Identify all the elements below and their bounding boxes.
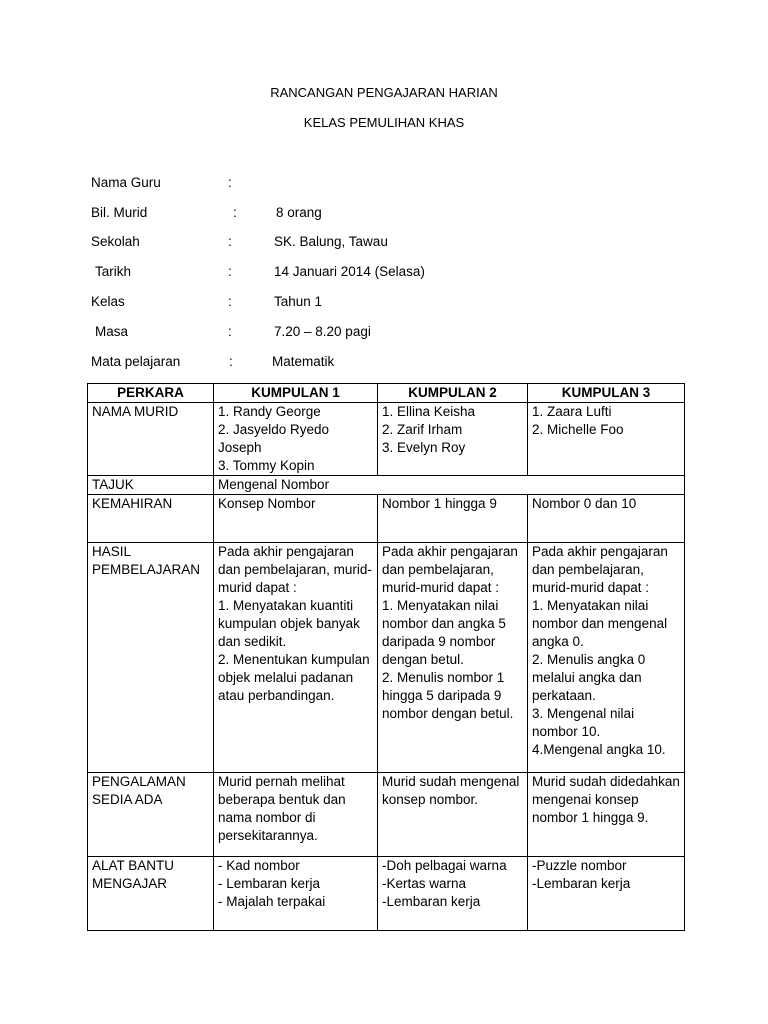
cell-tajuk-value: Mengenal Nombor xyxy=(214,476,685,495)
info-value: 14 Januari 2014 (Selasa) xyxy=(274,264,425,279)
table-row-pengalaman-sedia-ada xyxy=(88,773,685,857)
table-row-tajuk xyxy=(88,476,685,495)
header-kumpulan-2: KUMPULAN 2 xyxy=(378,384,528,403)
info-value: SK. Balung, Tawau xyxy=(274,234,388,249)
row-label: HASIL PEMBELAJARAN xyxy=(88,543,214,773)
lesson-plan-table xyxy=(87,383,685,931)
info-value: 8 orang xyxy=(276,205,322,220)
info-separator: : xyxy=(229,354,233,369)
info-separator: : xyxy=(228,294,232,309)
info-label: Nama Guru xyxy=(91,175,161,190)
cell-kumpulan-2: Murid sudah mengenal konsep nombor. xyxy=(378,773,528,857)
row-label: TAJUK xyxy=(88,476,214,495)
cell-kumpulan-1: - Kad nombor - Lembaran kerja - Majalah terpakai xyxy=(214,857,378,931)
info-separator: : xyxy=(228,264,232,279)
table-header-row xyxy=(88,384,685,403)
row-label: PENGALAMAN SEDIA ADA xyxy=(88,773,214,857)
table-row-nama-murid xyxy=(88,403,685,476)
header-perkara: PERKARA xyxy=(88,384,214,403)
cell-kumpulan-3: Nombor 0 dan 10 xyxy=(528,495,685,543)
info-value: Tahun 1 xyxy=(274,294,323,309)
cell-kumpulan-2: Pada akhir pengajaran dan pembelajaran, murid-murid dapat : 1. Menyatakan nilai nombor dan angka 5 daripada 9 nombor dengan betul. 2. Menulis nombor 1 hingga 5 daripada 9 nombor dengan betul. xyxy=(378,543,528,773)
row-label: KEMAHIRAN xyxy=(88,495,214,543)
info-separator: : xyxy=(233,205,237,220)
table-row-kemahiran xyxy=(88,495,685,543)
info-label: Mata pelajaran xyxy=(91,354,181,369)
info-separator: : xyxy=(228,324,232,339)
cell-kumpulan-1: Konsep Nombor xyxy=(214,495,378,543)
info-label: Tarikh xyxy=(95,264,132,279)
info-separator: : xyxy=(228,234,232,249)
info-label: Masa xyxy=(95,324,129,339)
cell-kumpulan-2: -Doh pelbagai warna -Kertas warna -Lembaran kerja xyxy=(378,857,528,931)
cell-kumpulan-2: 1. Ellina Keisha 2. Zarif Irham 3. Evelyn Roy xyxy=(378,403,528,476)
cell-kumpulan-1: 1. Randy George 2. Jasyeldo Ryedo Joseph 3. Tommy Kopin xyxy=(214,403,378,476)
cell-kumpulan-1: Murid pernah melihat beberapa bentuk dan nama nombor di persekitarannya. xyxy=(214,773,378,857)
cell-kumpulan-3: Pada akhir pengajaran dan pembelajaran, murid-murid dapat : 1. Menyatakan nilai nombor dan mengenal angka 0. 2. Menulis angka 0 melalui angka dan perkataan. 3. Mengenal nilai nombor 10. 4.Mengenal angka 10. xyxy=(528,543,685,773)
cell-kumpulan-3: -Puzzle nombor -Lembaran kerja xyxy=(528,857,685,931)
row-label: NAMA MURID xyxy=(88,403,214,476)
cell-kumpulan-1: Pada akhir pengajaran dan pembelajaran, murid-murid dapat : 1. Menyatakan kuantiti kumpulan objek banyak dan sedikit. 2. Menentukan kumpulan objek melalui padanan atau perbandingan. xyxy=(214,543,378,773)
table-row-alat-bantu-mengajar xyxy=(88,857,685,931)
info-value: Matematik xyxy=(272,354,335,369)
info-separator: : xyxy=(228,175,232,190)
header-kumpulan-1: KUMPULAN 1 xyxy=(214,384,378,403)
info-label: Sekolah xyxy=(91,234,140,249)
document-title: RANCANGAN PENGAJARAN HARIAN xyxy=(270,85,498,100)
info-value: 7.20 – 8.20 pagi xyxy=(274,324,371,339)
header-kumpulan-3: KUMPULAN 3 xyxy=(528,384,685,403)
info-label: Kelas xyxy=(91,294,125,309)
info-label: Bil. Murid xyxy=(91,205,148,220)
table-row-hasil-pembelajaran xyxy=(88,543,685,773)
row-label: ALAT BANTU MENGAJAR xyxy=(88,857,214,931)
document-subtitle: KELAS PEMULIHAN KHAS xyxy=(303,115,465,130)
cell-kumpulan-3: Murid sudah didedahkan mengenai konsep nombor 1 hingga 9. xyxy=(528,773,685,857)
cell-kumpulan-3: 1. Zaara Lufti 2. Michelle Foo xyxy=(528,403,685,476)
cell-kumpulan-2: Nombor 1 hingga 9 xyxy=(378,495,528,543)
